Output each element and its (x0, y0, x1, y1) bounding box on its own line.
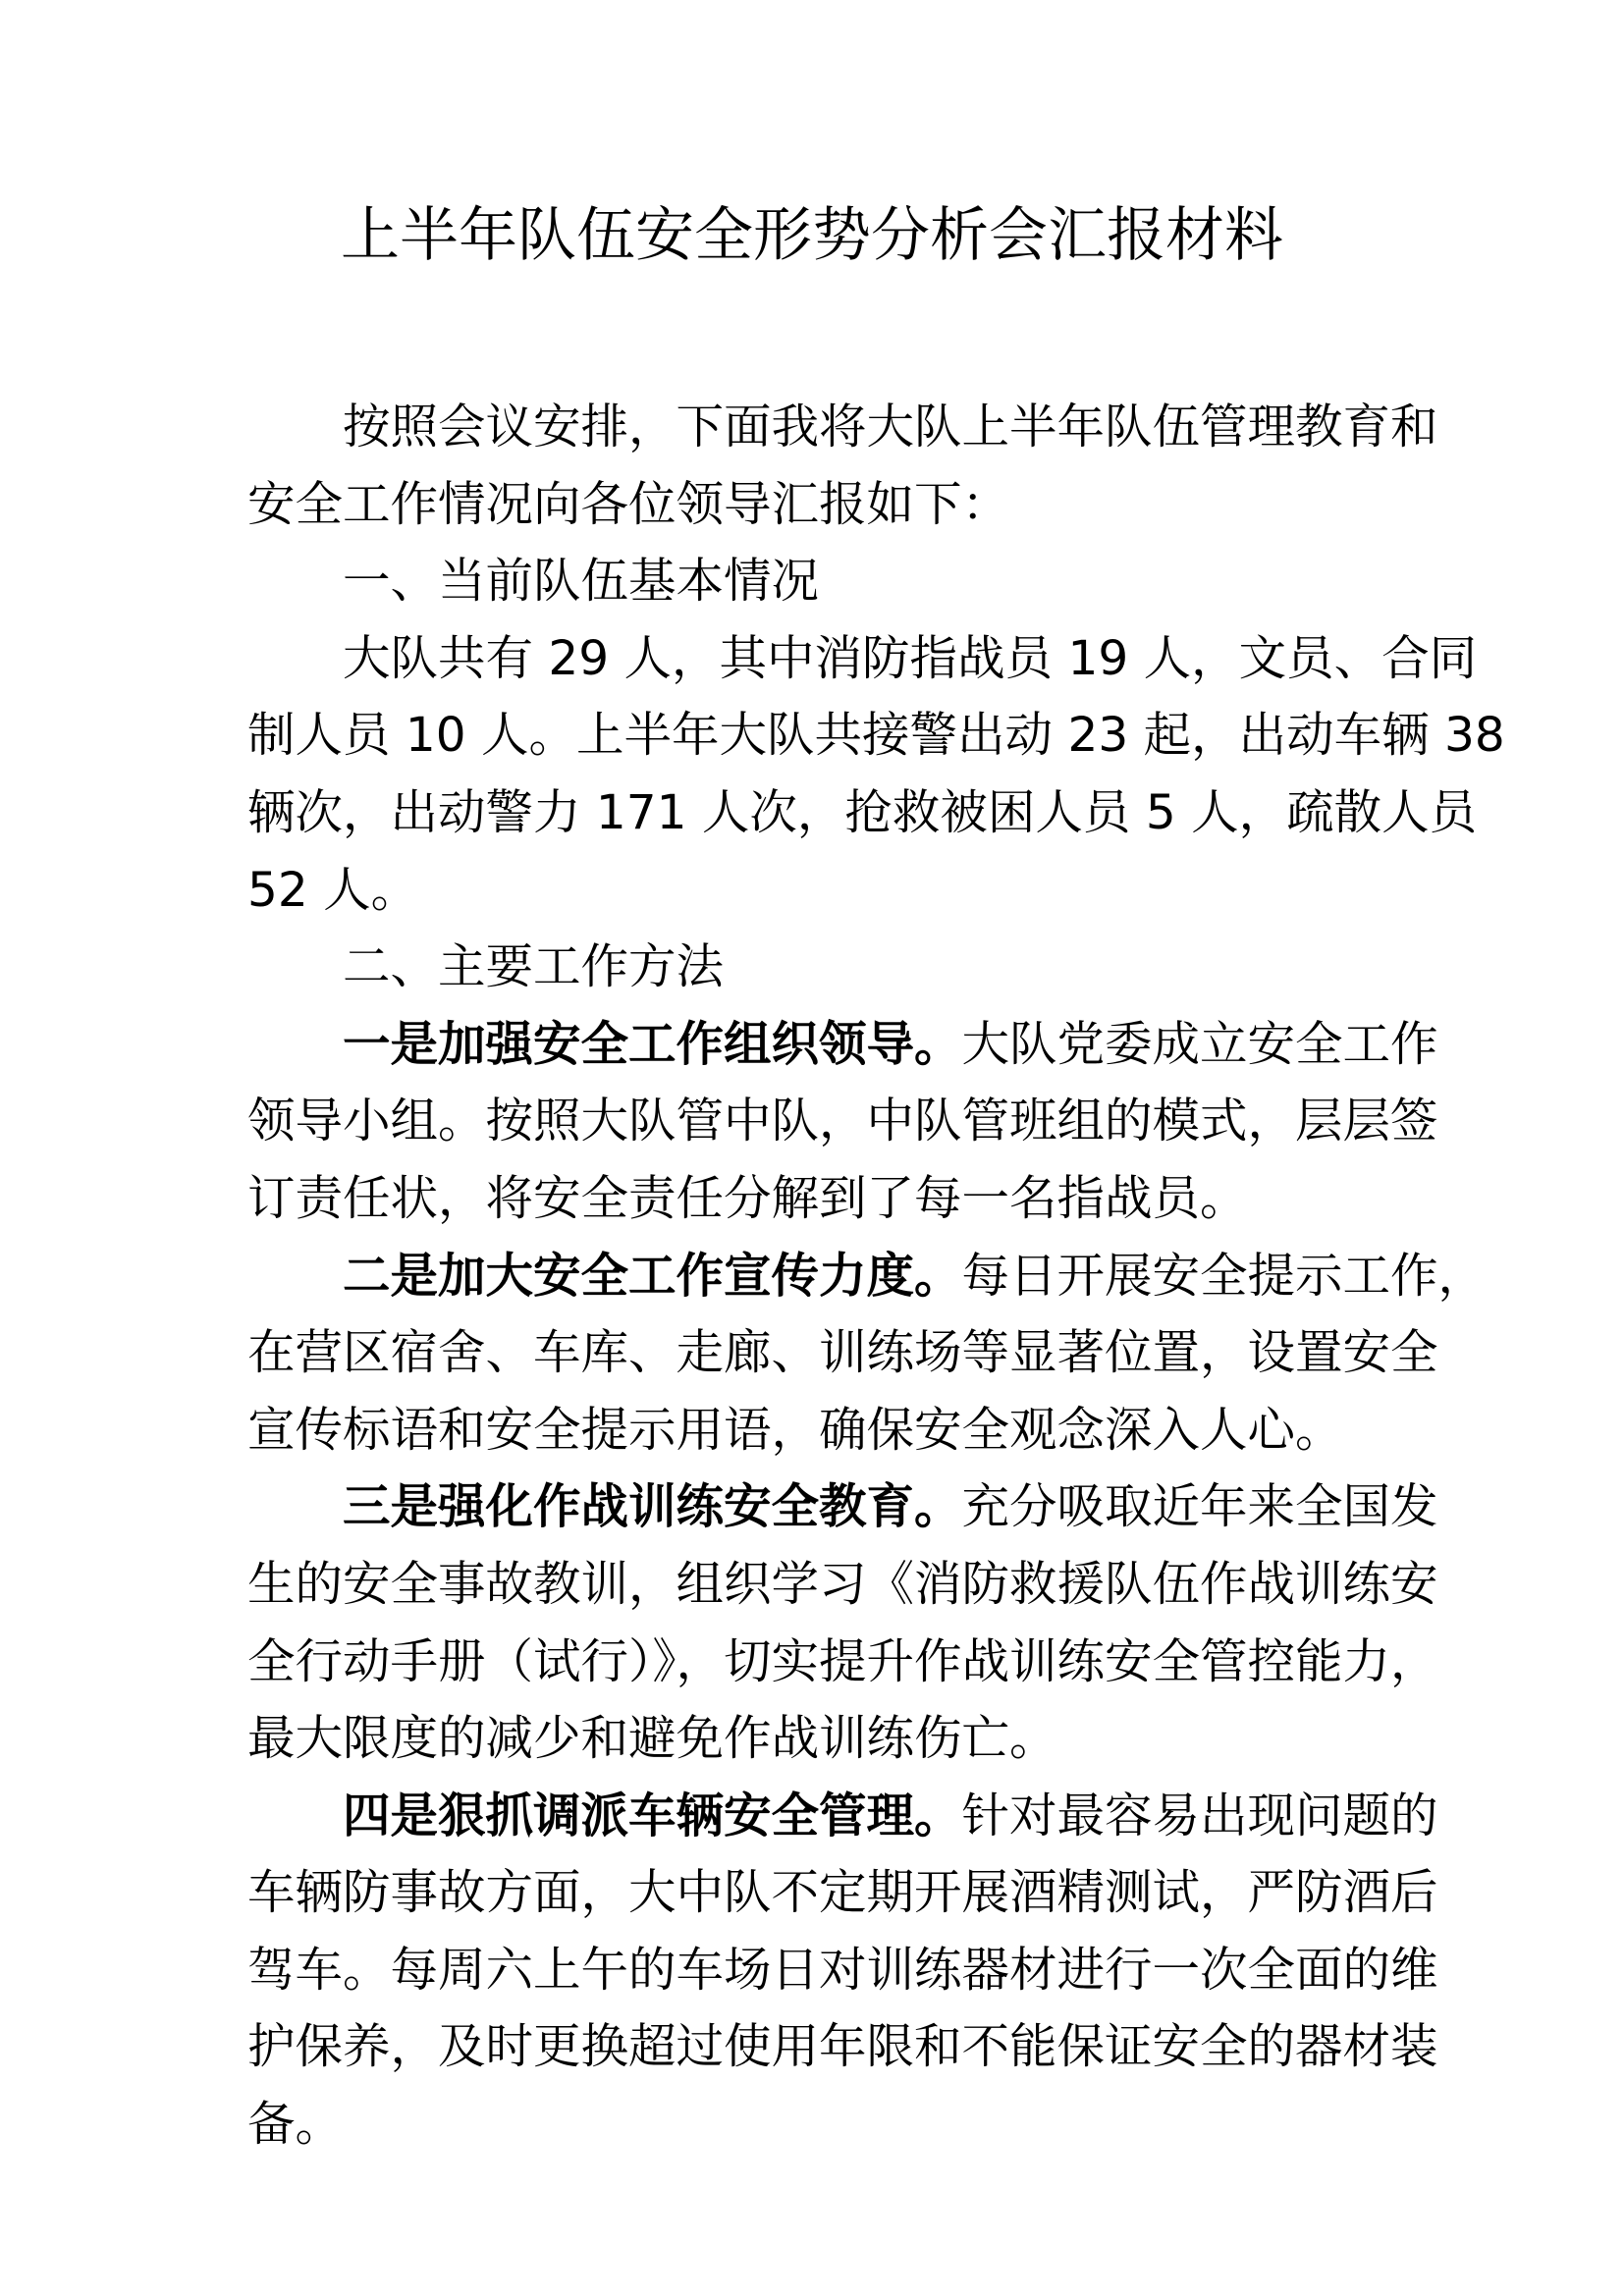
text-line (247, 929, 1386, 1006)
line-text: 按照会议安排，下面我将大队上半年队伍管理教育和 (343, 400, 1438, 454)
text-line (247, 2086, 1386, 2163)
text-line (247, 1160, 1386, 1238)
line-text: 二、主要工作方法 (343, 939, 725, 995)
text-line (247, 1392, 1386, 1469)
text-line (247, 1624, 1438, 1701)
line-text: 护保养，及时更换超过使用年限和不能保证安全的器材装 (247, 2019, 1438, 2075)
text-line (247, 1932, 1438, 2009)
paragraph-lead: 一是加强安全工作组织领导。 (343, 1016, 962, 1072)
line-text: 每日开展安全提示工作， (961, 1248, 1487, 1304)
text-line (247, 697, 1505, 774)
line-text: 辆次，出动警力 171 人次，抢救被困人员 5 人，疏散人员 (247, 784, 1478, 840)
paragraph (247, 1778, 1438, 2163)
text-line (247, 1238, 1487, 1315)
line-text: 订责任状，将安全责任分解到了每一名指战员。 (247, 1170, 1248, 1226)
text-line (247, 1468, 1438, 1546)
document-title: 上半年队伍安全形势分析会汇报材料 (341, 201, 1283, 270)
line-text: 备。 (247, 2097, 344, 2153)
text-line (247, 1854, 1438, 1932)
text-line (247, 620, 1478, 698)
text-line (247, 1006, 1438, 1084)
paragraph (247, 389, 1438, 543)
text-line (247, 774, 1478, 852)
text-line (247, 1700, 1386, 1778)
paragraph (247, 929, 1386, 1006)
text-line (247, 1546, 1438, 1624)
line-text: 针对最容易出现问题的 (961, 1788, 1438, 1843)
text-line (247, 543, 1386, 620)
text-line (247, 1314, 1438, 1392)
line-text: 52 人。 (247, 862, 419, 918)
text-line (247, 466, 1386, 544)
paragraph (247, 1238, 1487, 1469)
text-line (247, 1083, 1438, 1160)
line-text: 制人员 10 人。上半年大队共接警出动 23 起，出动车辆 38 (247, 708, 1505, 764)
line-text: 全行动手册（试行）》，切实提升作战训练安全管控能力， (247, 1633, 1438, 1689)
paragraph (247, 1006, 1438, 1238)
line-text: 大队党委成立安全工作 (961, 1016, 1438, 1072)
text-line (247, 2008, 1438, 2086)
line-text: 宣传标语和安全提示用语，确保安全观念深入人心。 (247, 1402, 1343, 1458)
document-body (247, 389, 1505, 2163)
line-text: 生的安全事故教训，组织学习《消防救援队伍作战训练安 (247, 1556, 1438, 1612)
paragraph (247, 620, 1505, 929)
text-line (247, 389, 1438, 466)
line-text: 安全工作情况向各位领导汇报如下： (247, 476, 1010, 532)
line-text: 驾车。每周六上午的车场日对训练器材进行一次全面的维 (247, 1942, 1438, 1998)
line-text: 领导小组。按照大队管中队，中队管班组的模式，层层签 (247, 1094, 1438, 1149)
paragraph (247, 1468, 1438, 1777)
line-text: 最大限度的减少和避免作战训练伤亡。 (247, 1711, 1057, 1767)
paragraph-lead: 二是加大安全工作宣传力度。 (343, 1248, 962, 1304)
line-text: 充分吸取近年来全国发 (961, 1479, 1438, 1535)
line-text: 在营区宿舍、车库、走廊、训练场等显著位置，设置安全 (247, 1325, 1438, 1381)
text-line (247, 1778, 1438, 1855)
line-text: 大队共有 29 人，其中消防指战员 19 人，文员、合同 (343, 630, 1478, 686)
paragraph (247, 543, 1386, 620)
paragraph-lead: 三是强化作战训练安全教育。 (343, 1479, 962, 1535)
paragraph-lead: 四是狠抓调派车辆安全管理。 (343, 1788, 962, 1843)
text-line (247, 852, 1386, 930)
line-text: 一、当前队伍基本情况 (343, 554, 820, 610)
line-text: 车辆防事故方面，大中队不定期开展酒精测试，严防酒后 (247, 1865, 1438, 1921)
